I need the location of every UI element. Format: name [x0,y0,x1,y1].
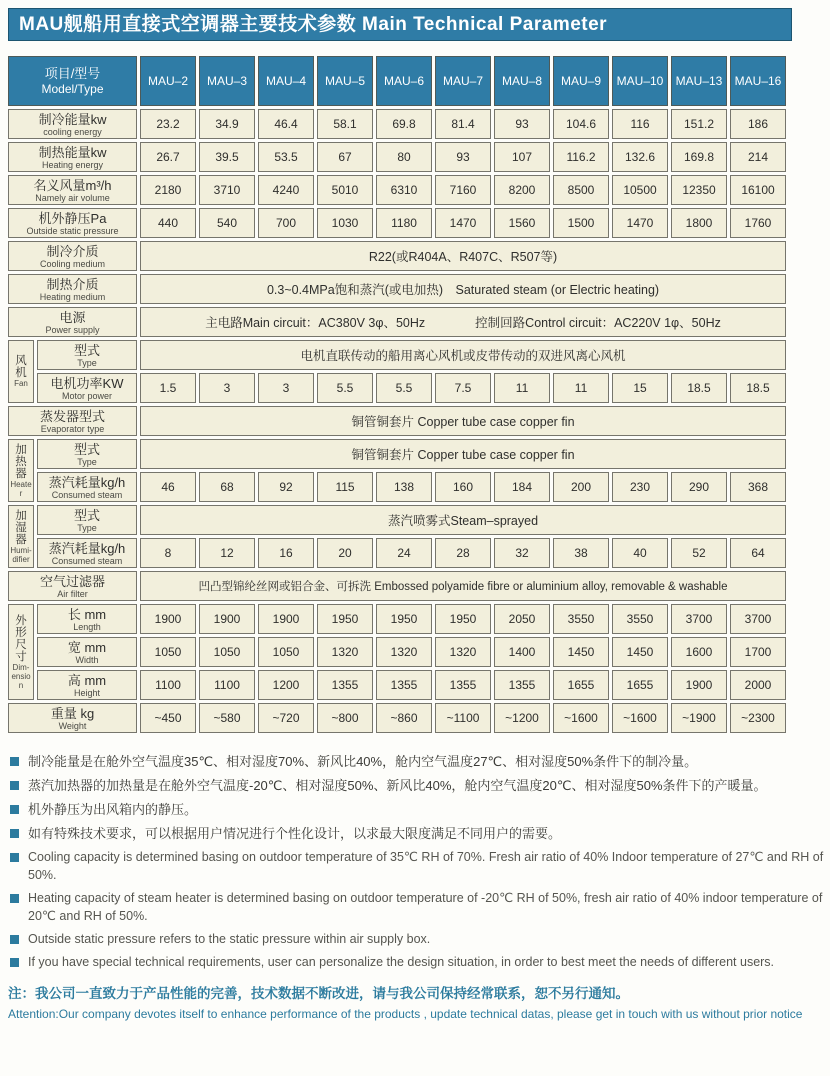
bullet-icon [10,829,19,838]
cell: 116 [612,109,668,139]
row-heater-type [8,439,786,469]
cell: 1900 [140,604,196,634]
row-power-supply [8,307,786,337]
row-width [8,637,786,667]
cell: 18.5 [730,373,786,403]
power-supply-value: 主电路Main circuit：AC380V 3φ、50Hz 控制回路Control circuit：AC220V 1φ、50Hz [140,307,786,337]
cell: 81.4 [435,109,491,139]
cell: 12350 [671,175,727,205]
cell: 1100 [199,670,255,700]
cell: 116.2 [553,142,609,172]
cell: 1470 [435,208,491,238]
cell: 700 [258,208,314,238]
row-cooling-energy [8,109,786,139]
row-weight [8,703,786,733]
note-item: If you have special technical requirements, user can personalize the design situation, in order to best meet the needs of different users. [10,953,824,971]
cell: ~1200 [494,703,550,733]
cell: 7160 [435,175,491,205]
cell: 8 [140,538,196,568]
cell: 6310 [376,175,432,205]
row-label-width: 宽 mm Width [37,637,137,667]
cell: 40 [612,538,668,568]
cell: 1355 [494,670,550,700]
row-label-weight: 重量 kg Weight [8,703,137,733]
row-heater-steam [8,472,786,502]
cell: 32 [494,538,550,568]
cell: 1320 [435,637,491,667]
cell: 151.2 [671,109,727,139]
cell: 1900 [671,670,727,700]
cooling-medium-value: R22(或R404A、R407C、R507等) [140,241,786,271]
cell: 1500 [553,208,609,238]
cell: 1950 [376,604,432,634]
footer-note-zh: 注：我公司一直致力于产品性能的完善，技术数据不断改进，请与我公司保持经常联系，恕不另行通知。 [8,986,629,1001]
cell: 1.5 [140,373,196,403]
cell: 92 [258,472,314,502]
cell: 1355 [376,670,432,700]
cell: 3550 [612,604,668,634]
cell: 169.8 [671,142,727,172]
cell: ~1600 [612,703,668,733]
row-label-heating-medium: 制热介质 Heating medium [8,274,137,304]
cell: 115 [317,472,373,502]
cell: 93 [435,142,491,172]
cell: 1760 [730,208,786,238]
note-item: Cooling capacity is determined basing on outdoor temperature of 35℃ RH of 70%. Fresh air ratio of 40% Indoor temperature of 27℃ and RH of 50%. [10,848,824,884]
row-label-humidifier-type: 型式 Type [37,505,137,535]
note-item: 蒸汽加热器的加热量是在舱外空气温度-20℃、相对湿度50%、新风比40%，舱内空气温度20℃、相对湿度50%条件下的产暖量。 [10,776,824,795]
model-header: MAU–16 [730,56,786,106]
cell: 10500 [612,175,668,205]
row-height [8,670,786,700]
row-label-static-pressure: 机外静压Pa Outside static pressure [8,208,137,238]
cell: 184 [494,472,550,502]
cell: 1950 [435,604,491,634]
cell: ~1600 [553,703,609,733]
cell: 440 [140,208,196,238]
corner-label-zh: 项目/型号 [44,66,101,81]
model-header: MAU–13 [671,56,727,106]
row-heating-energy [8,142,786,172]
cell: 18.5 [671,373,727,403]
cell: 214 [730,142,786,172]
note-item: 机外静压为出风箱内的静压。 [10,800,824,819]
header-row [8,56,786,106]
cell: 7.5 [435,373,491,403]
row-label-height: 高 mm Height [37,670,137,700]
cell: 1355 [317,670,373,700]
corner-label-en: Model/Type [41,82,104,96]
cell: 1030 [317,208,373,238]
cell: ~2300 [730,703,786,733]
cell: 5.5 [376,373,432,403]
bullet-icon [10,894,19,903]
group-label-dimension: 外形尺寸 Dim-ension [8,604,34,700]
row-motor-power [8,373,786,403]
bullet-icon [10,935,19,944]
cell: 138 [376,472,432,502]
cell: 28 [435,538,491,568]
cell: 230 [612,472,668,502]
row-static-pressure [8,208,786,238]
cell: 104.6 [553,109,609,139]
spec-table [5,53,789,736]
model-header: MAU–5 [317,56,373,106]
row-label-length: 长 mm Length [37,604,137,634]
cell: 39.5 [199,142,255,172]
cell: 1050 [140,637,196,667]
cell: ~580 [199,703,255,733]
model-header: MAU–3 [199,56,255,106]
row-label-motor-power: 电机功率KW Motor power [37,373,137,403]
row-air-volume [8,175,786,205]
cell: 3700 [671,604,727,634]
row-length [8,604,786,634]
cell: 23.2 [140,109,196,139]
cell: 1320 [376,637,432,667]
cell: 1900 [258,604,314,634]
row-label-cooling-medium: 制冷介质 Cooling medium [8,241,137,271]
cell: 1655 [553,670,609,700]
cell: ~1100 [435,703,491,733]
row-evaporator-type [8,406,786,436]
row-label-cooling-energy: 制冷能量kw cooling energy [8,109,137,139]
model-header: MAU–2 [140,56,196,106]
cell: 3 [199,373,255,403]
cell: 1100 [140,670,196,700]
bullet-icon [10,853,19,862]
group-label-fan: 风机 Fan [8,340,34,403]
cell: 200 [553,472,609,502]
row-fan-type [8,340,786,370]
model-header: MAU–4 [258,56,314,106]
model-header: MAU–10 [612,56,668,106]
row-label-humidifier-steam: 蒸汽耗量kg/h Consumed steam [37,538,137,568]
group-label-humidifier: 加湿器 Humi-difier [8,505,34,568]
cell: 1450 [553,637,609,667]
row-label-fan-type: 型式 Type [37,340,137,370]
cell: ~1900 [671,703,727,733]
cell: 290 [671,472,727,502]
bullet-icon [10,781,19,790]
bullet-icon [10,757,19,766]
cell: 1560 [494,208,550,238]
row-label-heating-energy: 制热能量kw Heating energy [8,142,137,172]
row-humidifier-type [8,505,786,535]
cell: 132.6 [612,142,668,172]
cell: 34.9 [199,109,255,139]
cell: 1470 [612,208,668,238]
cell: 1900 [199,604,255,634]
cell: 107 [494,142,550,172]
cell: 1655 [612,670,668,700]
cell: 64 [730,538,786,568]
cell: 4240 [258,175,314,205]
cell: 15 [612,373,668,403]
notes-section [8,752,824,971]
cell: 46 [140,472,196,502]
cell: 16 [258,538,314,568]
model-header: MAU–8 [494,56,550,106]
row-label-power-supply: 电源 Power supply [8,307,137,337]
cell: 16100 [730,175,786,205]
row-label-air-volume: 名义风量m³/h Namely air volume [8,175,137,205]
cell: 38 [553,538,609,568]
cell: 368 [730,472,786,502]
cell: 3710 [199,175,255,205]
model-header: MAU–9 [553,56,609,106]
cell: 52 [671,538,727,568]
cell: 11 [553,373,609,403]
cell: 1950 [317,604,373,634]
cell: 93 [494,109,550,139]
row-air-filter [8,571,786,601]
cell: 3 [258,373,314,403]
cell: 1180 [376,208,432,238]
cell: 1700 [730,637,786,667]
cell: 1600 [671,637,727,667]
cell: 1200 [258,670,314,700]
cell: ~800 [317,703,373,733]
cell: 12 [199,538,255,568]
cell: 67 [317,142,373,172]
note-item: Outside static pressure refers to the static pressure within air supply box. [10,930,824,948]
fan-type-value: 电机直联传动的船用离心风机或皮带传动的双进风离心风机 [140,340,786,370]
row-label-heater-steam: 蒸汽耗量kg/h Consumed steam [37,472,137,502]
cell: 160 [435,472,491,502]
air-filter-value: 凹凸型锦纶丝网或铝合金、可拆洗 Embossed polyamide fibre or aluminium alloy, removable & washable [140,571,786,601]
cell: 186 [730,109,786,139]
heater-type-value: 铜管铜套片 Copper tube case copper fin [140,439,786,469]
cell: 3700 [730,604,786,634]
bullet-icon [10,958,19,967]
row-label-air-filter: 空气过滤器 Air filter [8,571,137,601]
cell: 11 [494,373,550,403]
cell: 2180 [140,175,196,205]
cell: 1050 [258,637,314,667]
note-item: 如有特殊技术要求，可以根据用户情况进行个性化设计，以求最大限度满足不同用户的需要。 [10,824,824,843]
cell: 5010 [317,175,373,205]
footer-note-en: Attention:Our company devotes itself to enhance performance of the products , update technical datas, please get in touch with us without prior notice [8,1007,803,1021]
cell: ~720 [258,703,314,733]
note-item: 制冷能量是在舱外空气温度35℃、相对湿度70%、新风比40%，舱内空气温度27℃、相对湿度50%条件下的制冷量。 [10,752,824,771]
cell: 2000 [730,670,786,700]
cell: 68 [199,472,255,502]
cell: 1800 [671,208,727,238]
cell: 540 [199,208,255,238]
humidifier-type-value: 蒸汽喷雾式Steam–sprayed [140,505,786,535]
cell: 24 [376,538,432,568]
cell: 5.5 [317,373,373,403]
cell: 80 [376,142,432,172]
page-title: MAU舰船用直接式空调器主要技术参数 Main Technical Parameter [8,8,792,41]
corner-cell [8,56,137,106]
note-item: Heating capacity of steam heater is determined basing on outdoor temperature of -20℃ RH of 50%, fresh air ratio of 40% indoor temperature of 20℃ and RH of 50%. [10,889,824,925]
cell: 69.8 [376,109,432,139]
cell: ~450 [140,703,196,733]
cell: 1320 [317,637,373,667]
row-label-heater-type: 型式 Type [37,439,137,469]
row-humidifier-steam [8,538,786,568]
row-cooling-medium [8,241,786,271]
footer-note [8,985,822,1023]
cell: 58.1 [317,109,373,139]
row-heating-medium [8,274,786,304]
cell: 3550 [553,604,609,634]
model-header: MAU–7 [435,56,491,106]
cell: 1400 [494,637,550,667]
cell: 20 [317,538,373,568]
cell: 26.7 [140,142,196,172]
cell: 8500 [553,175,609,205]
row-label-evaporator-type: 蒸发器型式 Evaporator type [8,406,137,436]
cell: 2050 [494,604,550,634]
group-label-heater: 加热器 Heater [8,439,34,502]
cell: 1450 [612,637,668,667]
cell: 53.5 [258,142,314,172]
heating-medium-value: 0.3~0.4MPa饱和蒸汽(或电加热) Saturated steam (or Electric heating) [140,274,786,304]
model-header: MAU–6 [376,56,432,106]
evaporator-type-value: 铜管铜套片 Copper tube case copper fin [140,406,786,436]
cell: 1050 [199,637,255,667]
cell: 1355 [435,670,491,700]
bullet-icon [10,805,19,814]
cell: 46.4 [258,109,314,139]
cell: ~860 [376,703,432,733]
cell: 8200 [494,175,550,205]
